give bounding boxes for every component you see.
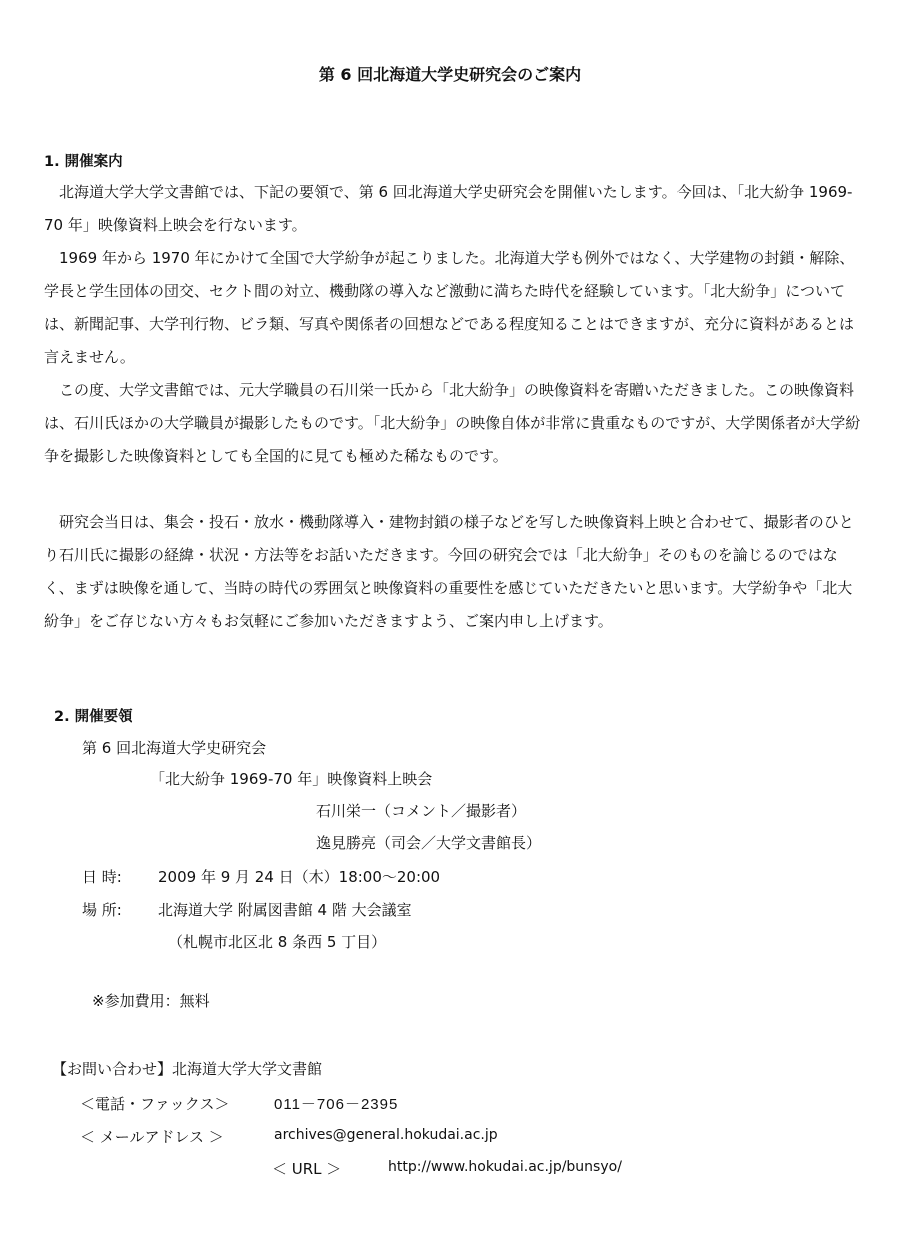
document-title: 第 6 回北海道大学史研究会のご案内 bbox=[318, 65, 582, 84]
contact-heading: 【お問い合わせ】北海道大学大学文書館 bbox=[52, 1060, 323, 1078]
paragraph-3: この度、大学文書館では、元大学職員の石川栄一氏から「北大紛争」の映像資料を寄贈いただきました。この映像資料は、石川氏ほかの大学職員が撮影したものです。「北大紛争」の映像自体が非常に貴重なものですが、大学関係者が大学紛争を撮影した映像資料としても全国的に見ても極めた稀なものです。 bbox=[44, 381, 861, 465]
program-title: 「北大紛争 1969-70 年」映像資料上映会 bbox=[150, 770, 433, 788]
venue-address: （札幌市北区北 8 条西 5 丁目） bbox=[168, 933, 387, 951]
venue-label: 場 所: bbox=[82, 901, 122, 919]
email-label: ＜ メールアドレス ＞ bbox=[80, 1128, 224, 1146]
venue-value: 北海道大学 附属図書館 4 階 大会議室 bbox=[158, 901, 412, 919]
paragraph-1: 北海道大学大学文書館では、下記の要領で、第 6 回北海道大学史研究会を開催いたします。今回は、「北大紛争 1969-70 年」映像資料上映会を行ないます。 bbox=[44, 183, 853, 234]
section1-heading: 1. 開催案内 bbox=[44, 154, 123, 170]
datetime-value: 2009 年 9 月 24 日（木）18:00～20:00 bbox=[158, 868, 441, 886]
phone-value: 011－706－2395 bbox=[274, 1096, 399, 1113]
phone-label: ＜電話・ファックス＞ bbox=[80, 1095, 230, 1113]
event-name: 第 6 回北海道大学史研究会 bbox=[82, 739, 267, 757]
section2-heading: 2. 開催要領 bbox=[54, 709, 133, 725]
url-value[interactable]: http://www.hokudai.ac.jp/bunsyo/ bbox=[388, 1159, 622, 1175]
paragraph-2: 1969 年から 1970 年にかけて全国で大学紛争が起こりました。北海道大学も例外ではなく、大学建物の封鎖・解除、学長と学生団体の団交、セクト間の対立、機動隊の導入など激動に満ちた時代を経験しています。「北大紛争」については、新聞記事、大学刊行物、ビラ類、写真や関係者の回想などである程度知ることはできますが、充分に資料があるとは言えません。 bbox=[44, 249, 855, 366]
speaker-moderator: 逸見勝亮（司会／大学文書館長） bbox=[316, 834, 542, 852]
speaker-commentator: 石川栄一（コメント／撮影者） bbox=[316, 802, 527, 820]
fee-note: ※参加費用：無料 bbox=[92, 992, 210, 1010]
url-label: ＜ URL ＞ bbox=[272, 1160, 342, 1178]
datetime-label: 日 時: bbox=[82, 868, 122, 886]
email-value[interactable]: archives@general.hokudai.ac.jp bbox=[274, 1127, 498, 1143]
paragraph-4: 研究会当日は、集会・投石・放水・機動隊導入・建物封鎖の様子などを写した映像資料上映と合わせて、撮影者のひとり石川氏に撮影の経緯・状況・方法等をお話いただきます。今回の研究会では「北大紛争」そのものを論じるのではなく、まずは映像を通して、当時の時代の雰囲気と映像資料の重要性を感じていただきたいと思います。大学紛争や「北大紛争」をご存じない方々もお気軽にご参加いただきますよう、ご案内申し上げます。 bbox=[44, 513, 854, 630]
